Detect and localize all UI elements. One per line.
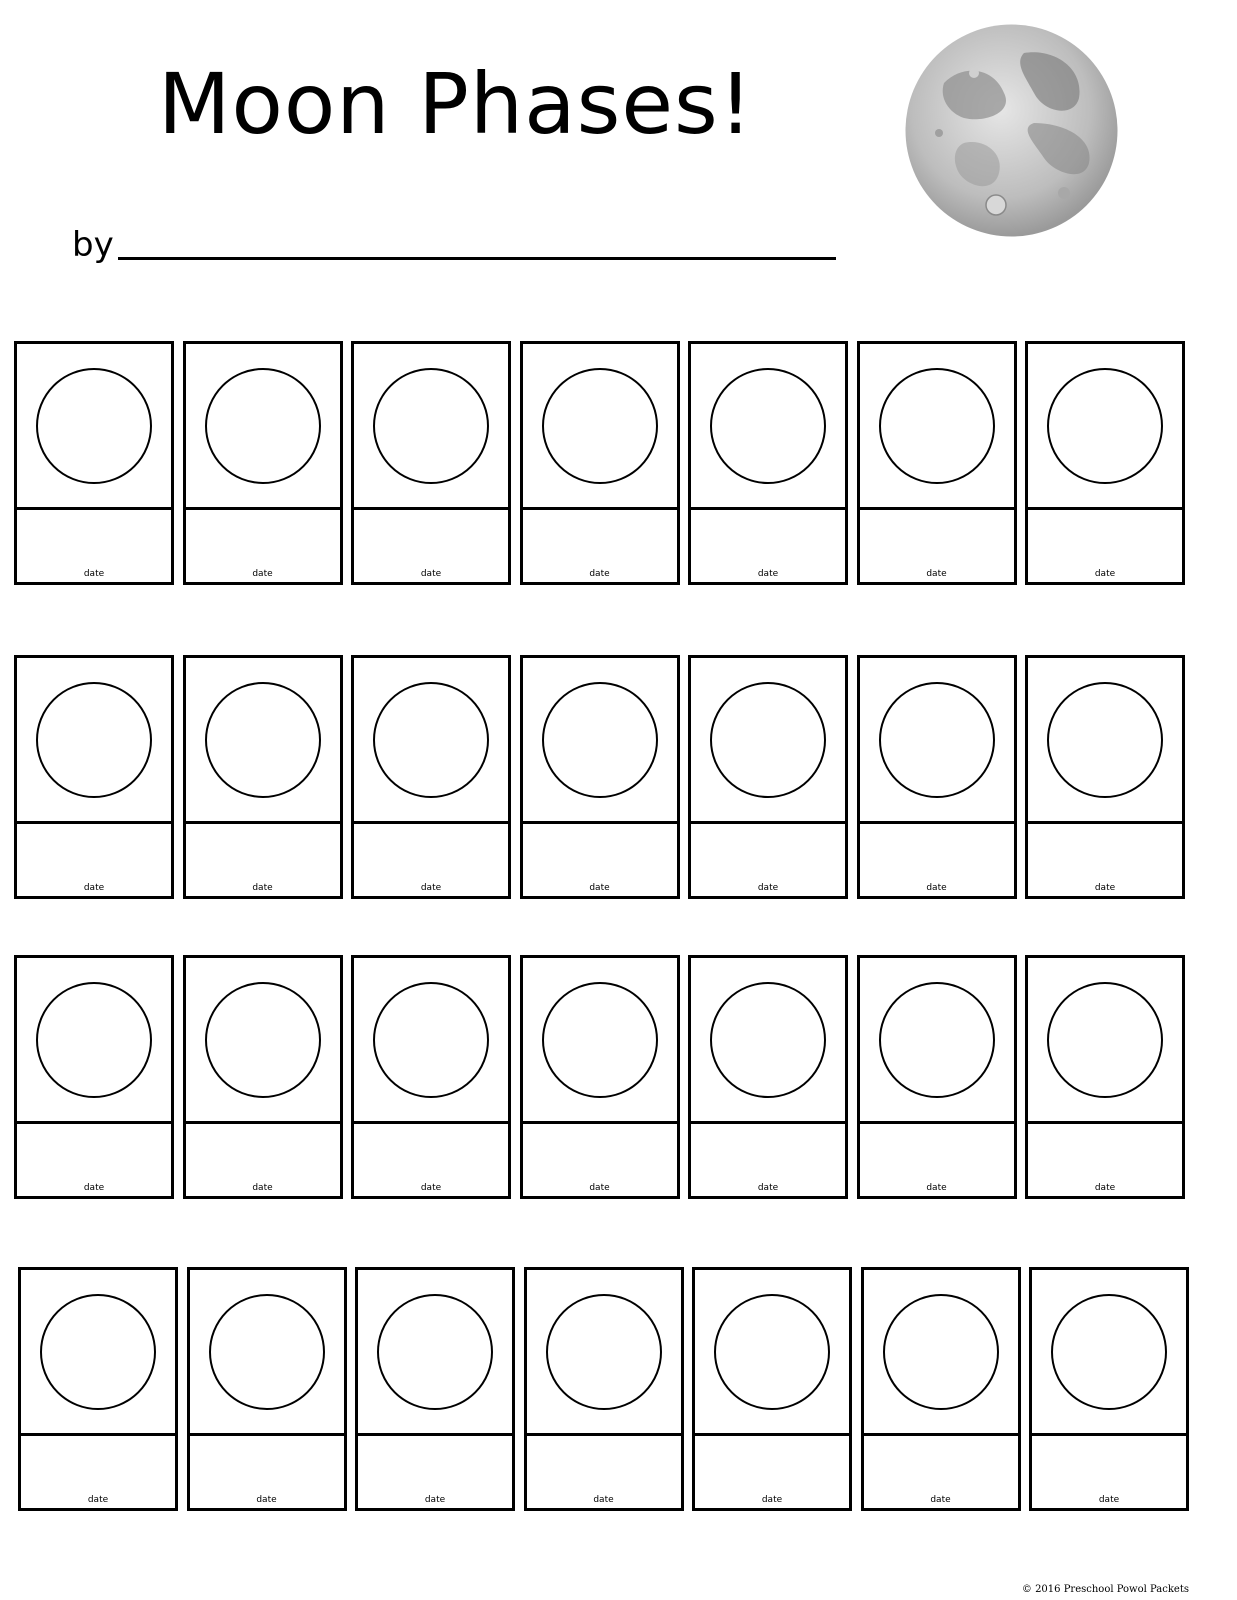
- date-label: date: [420, 569, 442, 579]
- moon-outline-circle[interactable]: [879, 982, 995, 1098]
- moon-phase-card[interactable]: [524, 1267, 684, 1511]
- date-label: date: [761, 1495, 783, 1505]
- moon-phase-card[interactable]: [857, 341, 1017, 585]
- author-name-line[interactable]: [118, 257, 836, 260]
- moon-drawing-area[interactable]: [1028, 658, 1182, 824]
- moon-phase-card[interactable]: [688, 341, 848, 585]
- moon-drawing-area[interactable]: [523, 658, 677, 824]
- moon-drawing-area[interactable]: [17, 658, 171, 824]
- moon-phase-card[interactable]: [14, 955, 174, 1199]
- date-label: date: [757, 1183, 779, 1193]
- moon-outline-circle[interactable]: [710, 368, 826, 484]
- moon-outline-circle[interactable]: [1047, 368, 1163, 484]
- moon-phase-card[interactable]: [520, 955, 680, 1199]
- moon-phase-card[interactable]: [688, 655, 848, 899]
- moon-phase-card[interactable]: [1029, 1267, 1189, 1511]
- moon-drawing-area[interactable]: [860, 958, 1014, 1124]
- moon-outline-circle[interactable]: [546, 1294, 662, 1410]
- moon-drawing-area[interactable]: [354, 344, 508, 510]
- date-label: date: [757, 883, 779, 893]
- moon-drawing-area[interactable]: [358, 1270, 512, 1436]
- moon-drawing-area[interactable]: [354, 658, 508, 824]
- date-label: date: [926, 1183, 947, 1193]
- moon-drawing-area[interactable]: [691, 344, 845, 510]
- moon-outline-circle[interactable]: [373, 368, 489, 484]
- date-label: date: [593, 1495, 614, 1505]
- moon-drawing-area[interactable]: [186, 658, 340, 824]
- moon-drawing-area[interactable]: [864, 1270, 1018, 1436]
- moon-phase-card[interactable]: [14, 341, 174, 585]
- moon-outline-circle[interactable]: [205, 368, 321, 484]
- date-label: date: [252, 883, 273, 893]
- moon-phase-card[interactable]: [1025, 341, 1185, 585]
- date-label: date: [589, 883, 610, 893]
- moon-outline-circle[interactable]: [377, 1294, 493, 1410]
- date-label: date: [252, 1183, 273, 1193]
- moon-outline-circle[interactable]: [714, 1294, 830, 1410]
- moon-phase-card[interactable]: [1025, 955, 1185, 1199]
- moon-outline-circle[interactable]: [1047, 982, 1163, 1098]
- moon-outline-circle[interactable]: [879, 682, 995, 798]
- date-label: date: [256, 1495, 277, 1505]
- moon-outline-circle[interactable]: [1051, 1294, 1167, 1410]
- moon-outline-circle[interactable]: [710, 682, 826, 798]
- moon-phase-card[interactable]: [351, 655, 511, 899]
- moon-drawing-area[interactable]: [691, 658, 845, 824]
- moon-drawing-area[interactable]: [21, 1270, 175, 1436]
- date-label: date: [1094, 569, 1116, 579]
- moon-drawing-area[interactable]: [860, 658, 1014, 824]
- moon-phase-card[interactable]: [520, 341, 680, 585]
- moon-phase-card[interactable]: [861, 1267, 1021, 1511]
- moon-drawing-area[interactable]: [354, 958, 508, 1124]
- moon-drawing-area[interactable]: [1032, 1270, 1186, 1436]
- date-label: date: [424, 1495, 446, 1505]
- moon-phase-card[interactable]: [355, 1267, 515, 1511]
- date-label: date: [420, 1183, 442, 1193]
- moon-outline-circle[interactable]: [879, 368, 995, 484]
- date-label: date: [420, 883, 442, 893]
- moon-outline-circle[interactable]: [542, 682, 658, 798]
- moon-drawing-area[interactable]: [691, 958, 845, 1124]
- moon-phase-card[interactable]: [351, 341, 511, 585]
- moon-phase-card[interactable]: [688, 955, 848, 1199]
- moon-outline-circle[interactable]: [36, 982, 152, 1098]
- moon-phase-card[interactable]: [187, 1267, 347, 1511]
- date-label: date: [1094, 883, 1116, 893]
- moon-phase-card[interactable]: [857, 955, 1017, 1199]
- moon-outline-circle[interactable]: [542, 982, 658, 1098]
- copyright-notice: © 2016 Preschool Powol Packets: [1021, 1584, 1189, 1595]
- moon-outline-circle[interactable]: [205, 682, 321, 798]
- moon-drawing-area[interactable]: [17, 344, 171, 510]
- moon-outline-circle[interactable]: [542, 368, 658, 484]
- moon-drawing-area[interactable]: [860, 344, 1014, 510]
- moon-phase-card[interactable]: [520, 655, 680, 899]
- moon-drawing-area[interactable]: [1028, 344, 1182, 510]
- moon-outline-circle[interactable]: [209, 1294, 325, 1410]
- date-label: date: [252, 569, 273, 579]
- moon-phase-card[interactable]: [183, 655, 343, 899]
- date-label: date: [83, 1183, 105, 1193]
- date-label: date: [926, 569, 947, 579]
- moon-phase-card[interactable]: [692, 1267, 852, 1511]
- date-label: date: [757, 569, 779, 579]
- date-label: date: [1098, 1495, 1120, 1505]
- moon-drawing-area[interactable]: [695, 1270, 849, 1436]
- moon-drawing-area[interactable]: [186, 958, 340, 1124]
- moon-drawing-area[interactable]: [523, 344, 677, 510]
- moon-drawing-area[interactable]: [190, 1270, 344, 1436]
- date-label: date: [83, 883, 105, 893]
- moon-drawing-area[interactable]: [186, 344, 340, 510]
- moon-drawing-area[interactable]: [523, 958, 677, 1124]
- moon-drawing-area[interactable]: [527, 1270, 681, 1436]
- moon-outline-circle[interactable]: [36, 682, 152, 798]
- moon-outline-circle[interactable]: [373, 682, 489, 798]
- date-label: date: [926, 883, 947, 893]
- moon-phase-card[interactable]: [183, 341, 343, 585]
- date-label: date: [87, 1495, 109, 1505]
- moon-outline-circle[interactable]: [1047, 682, 1163, 798]
- date-label: date: [83, 569, 105, 579]
- author-label: by: [72, 225, 114, 265]
- moon-outline-circle[interactable]: [710, 982, 826, 1098]
- moon-phase-card[interactable]: [183, 955, 343, 1199]
- moon-outline-circle[interactable]: [40, 1294, 156, 1410]
- moon-drawing-area[interactable]: [17, 958, 171, 1124]
- date-label: date: [589, 569, 610, 579]
- moon-outline-circle[interactable]: [883, 1294, 999, 1410]
- full-moon-icon: [904, 23, 1119, 238]
- moon-phase-card[interactable]: [351, 955, 511, 1199]
- moon-phase-card[interactable]: [1025, 655, 1185, 899]
- page-title: Moon Phases!: [158, 55, 754, 153]
- moon-phase-card[interactable]: [14, 655, 174, 899]
- moon-phase-card[interactable]: [18, 1267, 178, 1511]
- date-label: date: [930, 1495, 951, 1505]
- date-label: date: [589, 1183, 610, 1193]
- moon-outline-circle[interactable]: [36, 368, 152, 484]
- date-label: date: [1094, 1183, 1116, 1193]
- moon-outline-circle[interactable]: [373, 982, 489, 1098]
- moon-drawing-area[interactable]: [1028, 958, 1182, 1124]
- moon-phase-card[interactable]: [857, 655, 1017, 899]
- moon-outline-circle[interactable]: [205, 982, 321, 1098]
